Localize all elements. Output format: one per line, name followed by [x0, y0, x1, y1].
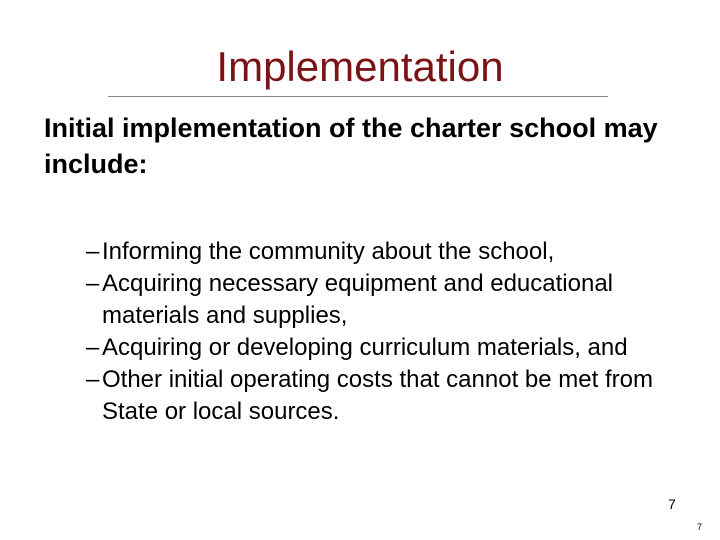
bullet-dash: – — [86, 366, 100, 393]
bullet-text: Informing the community about the school, — [102, 238, 555, 265]
bullet-item — [86, 332, 686, 364]
page-number: 7 — [668, 496, 676, 512]
bullet-dash: – — [86, 238, 100, 265]
bullet-text: Other initial operating costs that cannot be met from State or local sources. — [102, 366, 653, 425]
bullet-item — [86, 268, 686, 332]
slide-title: Implementation — [216, 43, 504, 90]
title-divider — [108, 96, 608, 97]
bullet-dash: – — [86, 334, 100, 361]
bullet-text: Acquiring necessary equipment and educational materials and supplies, — [102, 270, 613, 329]
bullet-item — [86, 364, 686, 428]
bullet-list — [86, 236, 686, 428]
intro-text: Initial implementation of the charter school may include: — [44, 113, 658, 179]
page-number-corner: 7 — [697, 522, 703, 532]
bullet-item — [86, 236, 686, 268]
bullet-text: Acquiring or developing curriculum materials, and — [102, 334, 628, 361]
bullet-dash: – — [86, 270, 100, 297]
